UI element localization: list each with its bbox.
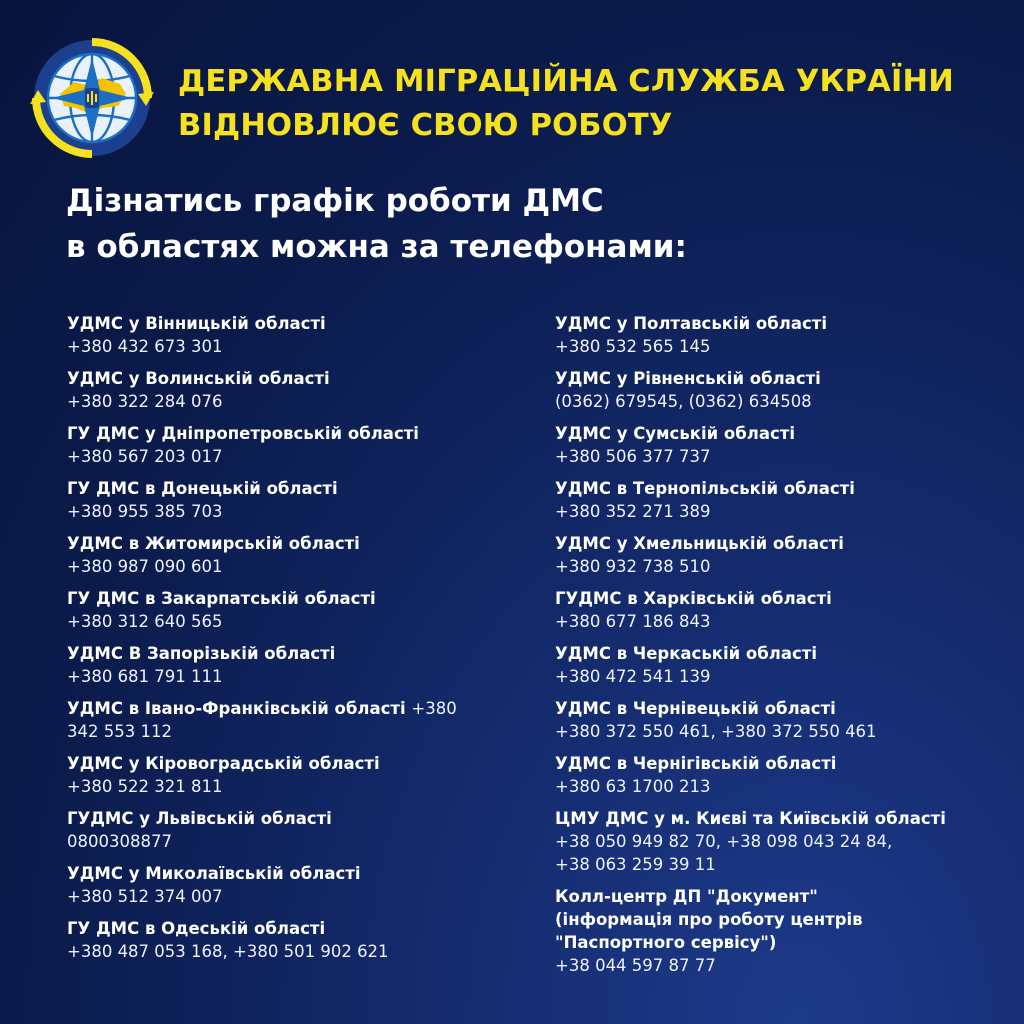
office-phone: +380 512 374 007: [67, 887, 223, 906]
office-phone: +380 522 321 811: [67, 777, 223, 796]
contact-entry: [555, 697, 995, 743]
contact-entry: [67, 917, 487, 963]
office-phone: +380 472 541 139: [555, 667, 711, 686]
office-phone: +380 506 377 737: [555, 447, 711, 466]
contact-entry: [67, 532, 487, 578]
dms-emblem-icon: [30, 36, 154, 160]
office-phone: +380 322 284 076: [67, 392, 223, 411]
office-name: УДМС у Рівненській області: [555, 369, 821, 388]
subtitle-line-2: в областях можна за телефонами:: [66, 229, 687, 265]
contact-entry: [555, 752, 995, 798]
office-name: УДМС у Кіровоградській області: [67, 754, 380, 773]
office-phone: +380 955 385 703: [67, 502, 223, 521]
contact-entry: [555, 477, 995, 523]
office-phone: 342 553 112: [67, 722, 172, 741]
office-phone: +380 352 271 389: [555, 502, 711, 521]
office-name: УДМС у Волинській області: [67, 369, 330, 388]
office-name: УДМС в Чернівецькій області: [555, 699, 836, 718]
office-name: УДМС в Івано-Франківській області: [67, 699, 406, 718]
office-phone: +38 050 949 82 70, +38 098 043 24 84,: [555, 832, 893, 851]
contact-entry: [67, 587, 487, 633]
contact-entry: [555, 367, 995, 413]
office-name: ГУ ДМС в Одеській області: [67, 919, 326, 938]
contact-entry: [67, 422, 487, 468]
contact-entry: [67, 312, 487, 358]
contact-entry: [67, 477, 487, 523]
office-phone: +380 487 053 168, +380 501 902 621: [67, 942, 389, 961]
office-name: УДМС у Вінницькій області: [67, 314, 326, 333]
call-center-phone: +38 044 597 87 77: [555, 956, 716, 975]
office-name: ГУ ДМС у Дніпропетровській області: [67, 424, 419, 443]
office-phone: (0362) 679545, (0362) 634508: [555, 392, 812, 411]
contact-entry: [555, 312, 995, 358]
call-center-note-end: "Паспортного сервісу"): [555, 933, 777, 952]
office-name: УДМС у Хмельницькій області: [555, 534, 844, 553]
office-phone: +380 932 738 510: [555, 557, 711, 576]
office-name: ГУДМС у Львівській області: [67, 809, 332, 828]
contact-entry: [555, 422, 995, 468]
office-name: ГУ ДМС в Донецькій області: [67, 479, 338, 498]
page-title: [178, 60, 954, 148]
office-phone-continued: +38 063 259 39 11: [555, 855, 716, 874]
office-phone: +380 432 673 301: [67, 337, 223, 356]
office-name: УДМС в Житомирській області: [67, 534, 360, 553]
office-name: УДМС в Черкаській області: [555, 644, 817, 663]
page-title-line-2: ВІДНОВЛЮЄ СВОЮ РОБОТУ: [178, 108, 673, 143]
office-phone: +380 372 550 461, +380 372 550 461: [555, 722, 877, 741]
office-name: УДМС в Чернігівській області: [555, 754, 837, 773]
contact-entry: [67, 642, 487, 688]
office-phone: +380 567 203 017: [67, 447, 223, 466]
office-phone: +380 312 640 565: [67, 612, 223, 631]
office-phone: +380 63 1700 213: [555, 777, 711, 796]
contacts-right-column: [555, 312, 995, 986]
contact-entry: [555, 807, 995, 876]
contact-entry: [67, 367, 487, 413]
office-name: УДМС у Миколаївській області: [67, 864, 361, 883]
call-center-name: Колл-центр ДП "Документ": [555, 887, 818, 906]
page-title-line-1: ДЕРЖАВНА МІГРАЦІЙНА СЛУЖБА УКРАЇНИ: [178, 64, 954, 99]
contact-entry: [555, 587, 995, 633]
contacts-left-column: [67, 312, 487, 972]
office-name-with-phone: [67, 697, 487, 720]
office-name: УДМС в Тернопільській області: [555, 479, 855, 498]
contact-entry: [555, 885, 995, 977]
office-name: УДМС у Сумській області: [555, 424, 795, 443]
office-name: ЦМУ ДМС у м. Києві та Київській області: [555, 809, 946, 828]
office-phone: +380 681 791 111: [67, 667, 223, 686]
contact-entry: [67, 697, 487, 743]
contact-entry: [67, 752, 487, 798]
contact-entry: [555, 532, 995, 578]
subtitle-line-1: Дізнатись графік роботи ДМС: [66, 183, 604, 219]
office-phone: +380 677 186 843: [555, 612, 711, 631]
call-center-note: (інформація про роботу центрів: [555, 910, 863, 929]
office-phone: 0800308877: [67, 832, 172, 851]
office-name: ГУ ДМС в Закарпатській області: [67, 589, 376, 608]
office-phone: +380 532 565 145: [555, 337, 711, 356]
office-phone: +380 987 090 601: [67, 557, 223, 576]
office-name: УДМС у Полтавській області: [555, 314, 828, 333]
contact-entry: [67, 807, 487, 853]
contact-entry: [555, 642, 995, 688]
office-name: УДМС В Запорізькій області: [67, 644, 336, 663]
page-subtitle: [66, 178, 687, 270]
office-phone-start: +380: [411, 699, 457, 718]
contact-entry: [67, 862, 487, 908]
office-name: ГУДМС в Харківській області: [555, 589, 832, 608]
